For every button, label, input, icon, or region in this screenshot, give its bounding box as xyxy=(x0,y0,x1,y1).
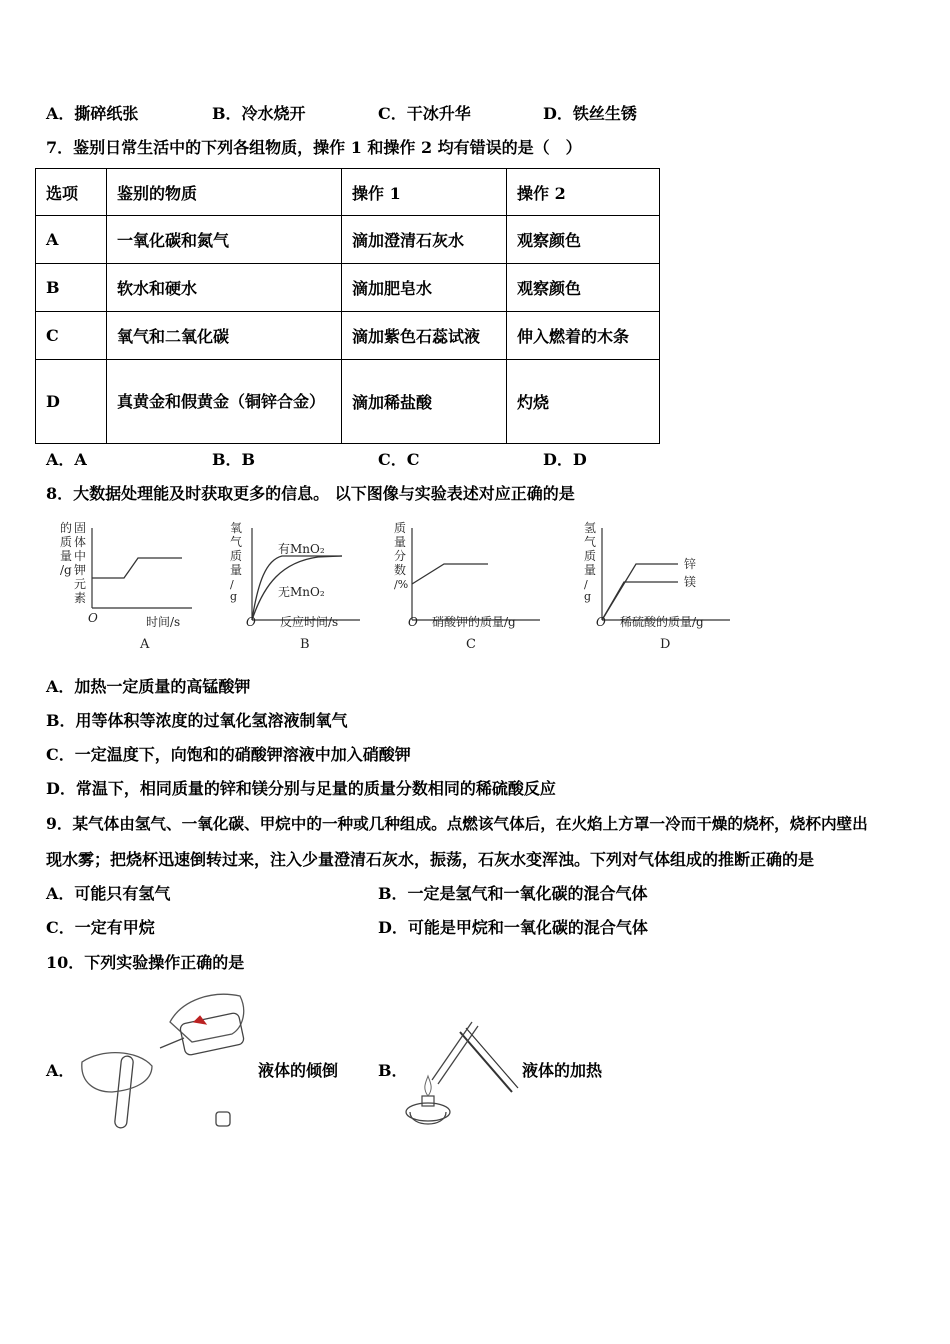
table-cell: 氧气和二氧化碳 xyxy=(107,312,342,360)
svg-text:体: 体 xyxy=(74,535,87,549)
q7-table xyxy=(35,168,660,444)
q9-option-c: C．一定有甲烷 xyxy=(46,918,155,937)
origin-label: O xyxy=(596,615,606,629)
svg-text:g: g xyxy=(584,590,592,603)
table-cell: 观察颜色 xyxy=(507,264,660,312)
graph-a xyxy=(50,520,210,655)
header-cell: 选项 xyxy=(36,169,107,216)
svg-text:/g: /g xyxy=(60,563,72,577)
graph-label: C xyxy=(466,637,476,652)
graph-c-curve xyxy=(412,564,488,584)
curve-label-1: 有MnO₂ xyxy=(278,542,325,556)
curve-label-2: 镁 xyxy=(684,575,697,589)
x-axis-label: 硝酸钾的质量/g xyxy=(432,615,516,629)
table-cell: 真黄金和假黄金（铜锌合金） xyxy=(107,360,342,444)
x-axis-label: 时间/s xyxy=(146,615,181,629)
q10-option-b-letter: B． xyxy=(378,1061,408,1080)
q8-option-d: D．常温下，相同质量的锌和镁分别与足量的质量分数相同的稀硫酸反应 xyxy=(46,779,556,798)
table-cell: C xyxy=(36,312,107,360)
q8-option-c: C．一定温度下，向饱和的硝酸钾溶液中加入硝酸钾 xyxy=(46,745,411,764)
table-cell: 滴加稀盐酸 xyxy=(342,360,507,444)
svg-text:的: 的 xyxy=(60,521,73,535)
table-cell: A xyxy=(36,216,107,264)
q10-stem: 10．下列实验操作正确的是 xyxy=(46,953,245,972)
q6-option-a: A．撕碎纸张 xyxy=(46,104,139,123)
q8-option-a: A．加热一定质量的高锰酸钾 xyxy=(46,677,251,696)
svg-text:中: 中 xyxy=(74,549,87,563)
q7-option-a: A．A xyxy=(46,450,87,469)
graph-d xyxy=(578,520,743,655)
svg-text:钾: 钾 xyxy=(74,563,87,577)
svg-text:质: 质 xyxy=(230,549,243,563)
svg-text:量: 量 xyxy=(394,535,407,549)
table-row xyxy=(36,312,660,360)
pouring-liquid-illustration xyxy=(72,982,252,1137)
svg-text:数: 数 xyxy=(394,563,407,577)
graph-label: A xyxy=(140,637,150,652)
q9-option-b: B．一定是氢气和一氧化碳的混合气体 xyxy=(378,884,648,903)
q9-option-d: D．可能是甲烷和一氧化碳的混合气体 xyxy=(378,918,648,937)
header-cell: 鉴别的物质 xyxy=(107,169,342,216)
table-cell: 滴加紫色石蕊试液 xyxy=(342,312,507,360)
q6-option-b: B．冷水烧开 xyxy=(212,104,306,123)
table-header-row xyxy=(36,169,660,216)
curve-zinc xyxy=(602,564,678,620)
q9-stem-line2: 现水雾；把烧杯迅速倒转过来，注入少量澄清石灰水，振荡，石灰水变浑浊。下列对气体组成的推断正确的是 xyxy=(46,850,815,869)
q6-option-d: D．铁丝生锈 xyxy=(543,104,637,123)
q8-option-b: B．用等体积等浓度的过氧化氢溶液制氧气 xyxy=(46,711,348,730)
svg-text:固: 固 xyxy=(74,521,87,535)
svg-text:气: 气 xyxy=(230,535,243,549)
q9-option-a: A．可能只有氢气 xyxy=(46,884,171,903)
origin-label: O xyxy=(88,611,98,625)
table-cell: 伸入燃着的木条 xyxy=(507,312,660,360)
svg-text:/: / xyxy=(230,578,234,591)
curve-label-1: 锌 xyxy=(684,557,697,571)
svg-text:分: 分 xyxy=(394,549,407,563)
graph-c xyxy=(388,520,553,655)
q7-option-d: D．D xyxy=(543,450,587,469)
table-cell: B xyxy=(36,264,107,312)
graph-b xyxy=(222,520,372,655)
svg-text:气: 气 xyxy=(584,535,597,549)
q9-stem-line1: 9．某气体由氢气、一氧化碳、甲烷中的一种或几种组成。点燃该气体后，在火焰上方罩一冷而干燥的烧杯，烧杯内壁出 xyxy=(46,814,868,833)
q6-option-c: C．干冰升华 xyxy=(378,104,471,123)
graph-label: D xyxy=(660,637,671,652)
graph-d-ylabel xyxy=(584,521,596,603)
svg-text:质: 质 xyxy=(584,549,597,563)
svg-text:g: g xyxy=(230,590,238,603)
curve-label-2: 无MnO₂ xyxy=(278,585,325,599)
header-cell: 操作 1 xyxy=(342,169,507,216)
table-row xyxy=(36,360,660,444)
x-axis-label: 稀硫酸的质量/g xyxy=(620,615,704,629)
header-cell: 操作 2 xyxy=(507,169,660,216)
svg-text:氧: 氧 xyxy=(230,521,243,535)
graph-label: B xyxy=(300,637,310,652)
q10-option-a-caption: 液体的倾倒 xyxy=(258,1061,339,1080)
table-cell: 观察颜色 xyxy=(507,216,660,264)
q7-option-b: B．B xyxy=(212,450,256,469)
svg-text:质: 质 xyxy=(60,535,73,549)
origin-label: O xyxy=(246,615,256,629)
table-cell: 滴加澄清石灰水 xyxy=(342,216,507,264)
q10-option-b-caption: 液体的加热 xyxy=(522,1061,603,1080)
svg-text:氢: 氢 xyxy=(584,521,597,535)
table-cell: 软水和硬水 xyxy=(107,264,342,312)
table-row xyxy=(36,216,660,264)
q8-stem: 8．大数据处理能及时获取更多的信息。 以下图像与实验表述对应正确的是 xyxy=(46,484,575,503)
q10-option-a-letter: A． xyxy=(46,1061,75,1080)
svg-text:量: 量 xyxy=(60,549,73,563)
table-row xyxy=(36,264,660,312)
svg-text:元: 元 xyxy=(74,577,87,591)
origin-label: O xyxy=(408,615,418,629)
table-cell: D xyxy=(36,360,107,444)
table-cell: 灼烧 xyxy=(507,360,660,444)
q7-option-c: C．C xyxy=(378,450,420,469)
svg-text:量: 量 xyxy=(584,563,597,577)
table-cell: 滴加肥皂水 xyxy=(342,264,507,312)
svg-text:/: / xyxy=(584,578,588,591)
svg-text:质: 质 xyxy=(394,521,407,535)
q7-stem: 7．鉴别日常生活中的下列各组物质，操作 1 和操作 2 均有错误的是（ ） xyxy=(46,138,582,157)
heating-liquid-illustration xyxy=(402,1012,522,1137)
svg-text:素: 素 xyxy=(74,591,87,605)
graph-a-ylabel xyxy=(60,521,86,605)
x-axis-label: 反应时间/s xyxy=(280,615,339,629)
svg-text:/%: /% xyxy=(394,578,409,591)
graph-c-ylabel xyxy=(394,520,408,591)
table-cell: 一氧化碳和氮气 xyxy=(107,216,342,264)
graph-a-curve xyxy=(92,558,182,578)
svg-text:量: 量 xyxy=(230,563,243,577)
graph-b-ylabel xyxy=(230,521,242,603)
